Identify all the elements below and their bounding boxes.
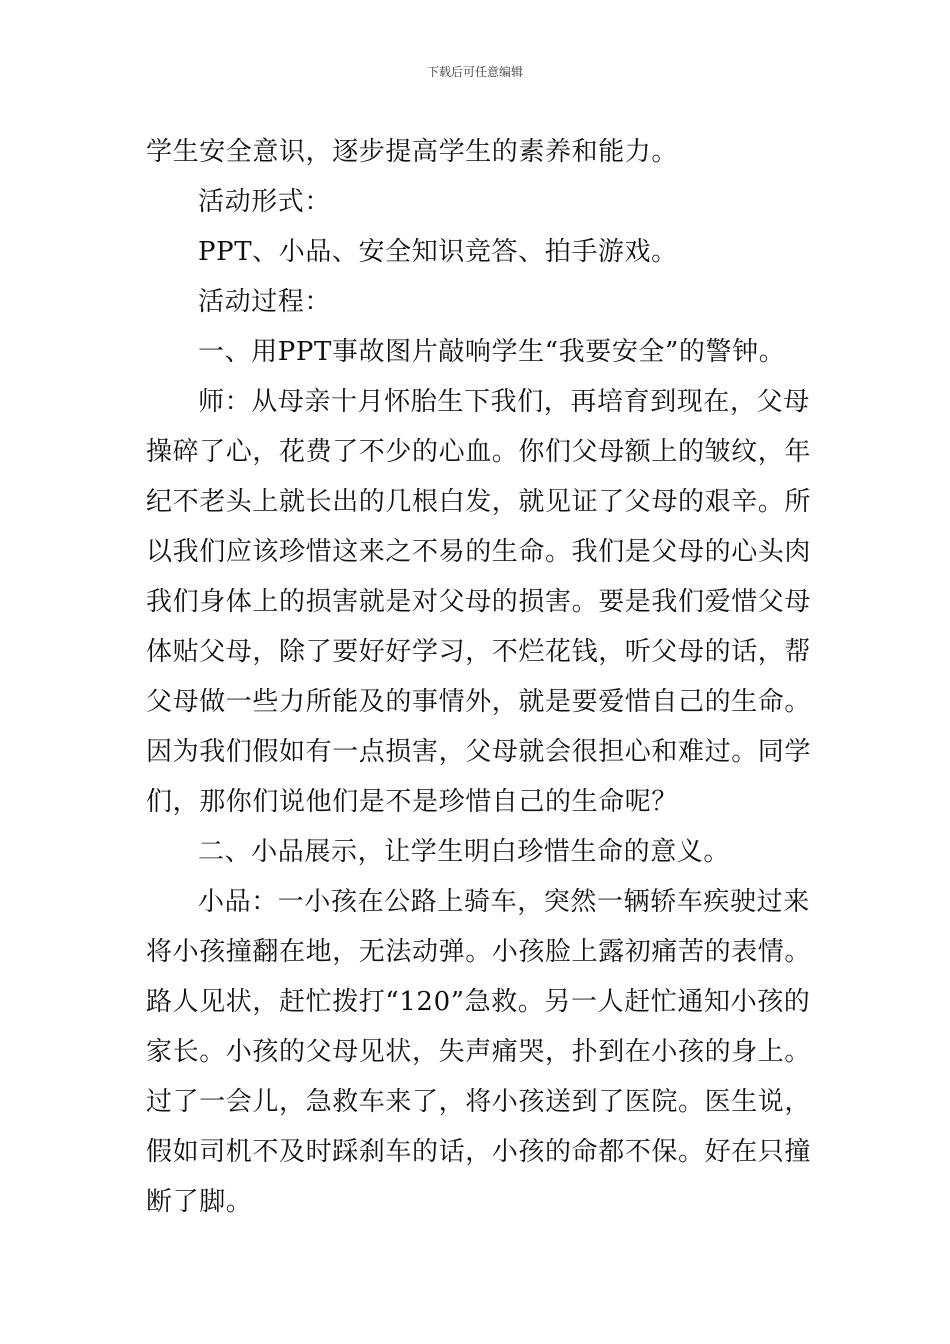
text-line: 断了脚。 <box>146 1187 253 1217</box>
text-line: 活动过程： <box>198 287 332 317</box>
text-line: 活动形式： <box>198 187 332 217</box>
page-header: 下载后可任意编辑 <box>426 65 523 79</box>
text-line: 一、用PPT事故图片敲响学生“我要安全”的警钟。 <box>198 337 786 367</box>
text-line: 路人见状，赶忙拨打“120”急救。另一人赶忙通知小孩的 <box>146 987 811 1017</box>
text-line: 父母做一些力所能及的事情外，就是要爱惜自己的生命。 <box>146 687 812 717</box>
text-line: 家长。小孩的父母见状，失声痛哭，扑到在小孩的身上。 <box>146 1037 812 1067</box>
text-line: 我们身体上的损害就是对父母的损害。要是我们爱惜父母 <box>146 587 812 617</box>
text-line: 将小孩撞翻在地，无法动弹。小孩脸上露初痛苦的表情。 <box>146 937 812 967</box>
text-line: 学生安全意识，逐步提高学生的素养和能力。 <box>146 137 679 167</box>
document-body <box>146 127 814 1227</box>
text-line: 操碎了心，花费了不少的心血。你们父母额上的皱纹，年 <box>146 437 812 467</box>
text-line: 二、小品展示，让学生明白珍惜生命的意义。 <box>198 837 731 867</box>
text-line: 师：从母亲十月怀胎生下我们，再培育到现在，父母 <box>198 387 810 417</box>
text-line: 小品：一小孩在公路上骑车，突然一辆轿车疾驶过来 <box>198 887 810 917</box>
text-line: 纪不老头上就长出的几根白发，就见证了父母的艰辛。所 <box>146 487 812 517</box>
text-line: 体贴父母，除了要好好学习，不烂花钱，听父母的话，帮 <box>146 637 812 667</box>
text-line: 因为我们假如有一点损害，父母就会很担心和难过。同学 <box>146 737 812 767</box>
text-line: 假如司机不及时踩刹车的话，小孩的命都不保。好在只撞 <box>146 1137 812 1167</box>
text-line: 以我们应该珍惜这来之不易的生命。我们是父母的心头肉 <box>146 537 812 567</box>
text-line: PPT、小品、安全知识竞答、拍手游戏。 <box>198 237 678 267</box>
text-line: 过了一会儿，急救车来了，将小孩送到了医院。医生说， <box>146 1087 812 1117</box>
text-line: 们，那你们说他们是不是珍惜自己的生命呢？ <box>146 787 679 817</box>
